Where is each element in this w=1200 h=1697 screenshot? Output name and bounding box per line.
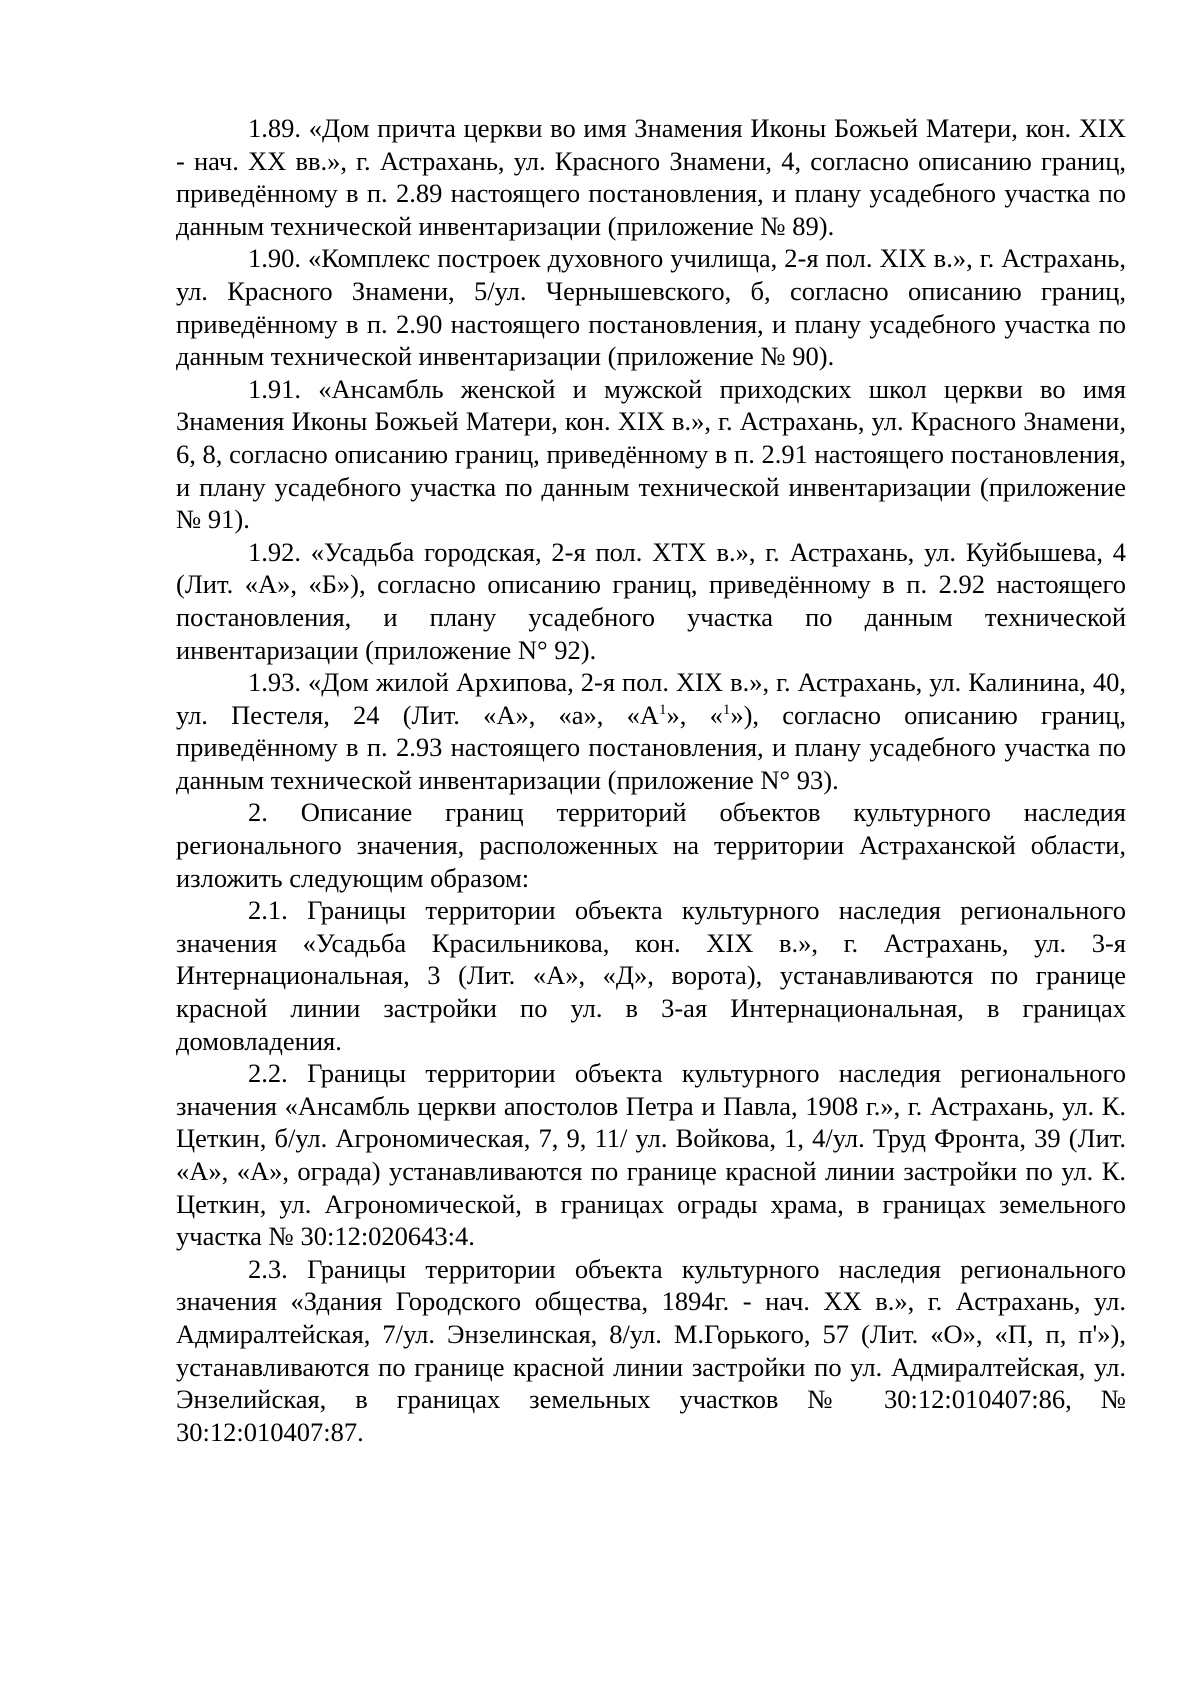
paragraph-2-3: 2.3. Границы территории объекта культурного наследия регионального значения «Здания Городского общества, 1894г. - нач. XX в.», г. Астрахань, ул. Адмиралтейская, 7/ул. Энзелинская, 8/ул. М.Горького, 57 (Лит. «О», «П, п, п'»), устанавливаются по границе красной линии застройки по ул. Адмиралтейская, ул. Энзелийская, в границах земельных участков № 30:12:010407:86, № 30:12:010407:87.: [176, 1253, 1126, 1447]
paragraph-1-91: 1.91. «Ансамбль женской и мужской приходских школ церкви во имя Знамения Иконы Божьей Матери, кон. XIX в.», г. Астрахань, ул. Красного Знамени, 6, 8, согласно описанию границ, приведённому в п. 2.91 настоящего постановления, и плану усадебного участка по данным технической инвентаризации (приложение № 91).: [176, 373, 1126, 535]
paragraph-1-92: 1.92. «Усадьба городская, 2-я пол. XTX в.», г. Астрахань, ул. Куйбышева, 4 (Лит. «А», «Б»), согласно описанию границ, приведённому в п. 2.92 настоящего постановления, и плану усадебного участка по данным технической инвентаризации (приложение N° 92).: [176, 536, 1126, 665]
document-body: [176, 112, 1126, 1448]
paragraph-1-93-text-before: 1.93. «Дом жилой Архипова, 2-я пол. XIX в.», г. Астрахань, ул. Калинина, 40, ул. Пестеля, 24 (Лит. «А», «а», «А: [176, 667, 1126, 730]
paragraph-2-1: 2.1. Границы территории объекта культурного наследия регионального значения «Усадьба Красильникова, кон. XIX в.», г. Астрахань, ул. 3-я Интернациональная, 3 (Лит. «А», «Д», ворота), устанавливаются по границе красной линии застройки по ул. в 3-ая Интернациональная, в границах домовладения.: [176, 895, 1126, 1056]
paragraph-1-93-text-after: »), согласно описанию границ, приведённому в п. 2.93 настоящего постановления, и плану усадебного участка по данным технической инвентаризации (приложение N° 93).: [176, 699, 1127, 795]
superscript-one: 1: [659, 701, 667, 718]
paragraph-2-2: 2.2. Границы территории объекта культурного наследия регионального значения «Ансамбль церкви апостолов Петра и Павла, 1908 г.», г. Астрахань, ул. К. Цеткин, б/ул. Агрономическая, 7, 9, 11/ ул. Войкова, 1, 4/ул. Труд Фронта, 39 (Лит. «А», «А», ограда) устанавливаются по границе красной линии застройки по ул. К. Цеткин, ул. Агрономической, в границах ограды храма, в границах земельного участка № 30:12:020643:4.: [176, 1058, 1126, 1252]
paragraph-2: 2. Описание границ территорий объектов культурного наследия регионального значения, расположенных на территории Астраханской области, изложить следующим образом:: [176, 797, 1126, 893]
paragraph-1-90: 1.90. «Комплекс построек духовного училища, 2-я пол. XIX в.», г. Астрахань, ул. Красного Знамени, 5/ул. Чернышевского, б, согласно описанию границ, приведённому в п. 2.90 настоящего постановления, и плану усадебного участка по данным технической инвентаризации (приложение № 90).: [176, 243, 1126, 372]
paragraph-1-93: [176, 666, 1126, 796]
superscript-one: 1: [722, 701, 731, 718]
paragraph-1-89: 1.89. «Дом причта церкви во имя Знамения Иконы Божьей Матери, кон. XIX - нач. XX вв.», г. Астрахань, ул. Красного Знамени, 4, согласно описанию границ, приведённому в п. 2.89 настоящего постановления, и плану усадебного участка по данным технической инвентаризации (приложение № 89).: [176, 113, 1126, 241]
paragraph-1-93-text-middle: », «: [666, 699, 723, 730]
